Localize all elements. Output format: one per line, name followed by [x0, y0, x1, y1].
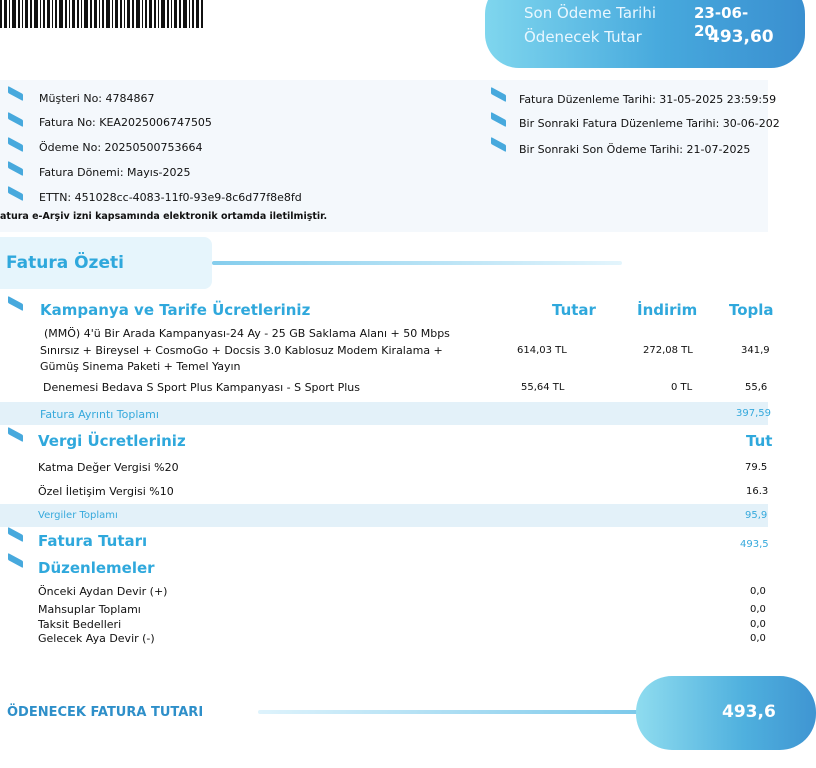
column-amount: Tutar: [552, 301, 596, 319]
item-1-line-3: Gümüş Sinema Paketi + Temel Yayın: [40, 360, 241, 373]
due-date-label: Son Ödeme Tarihi: [524, 4, 657, 22]
summary-divider: [212, 261, 622, 265]
campaign-section-title: Kampanya ve Tarife Ücretleriniz: [40, 301, 311, 319]
amount-due-label: Ödenecek Tutar: [524, 28, 642, 46]
tax-total-value: 95,9: [745, 510, 768, 521]
summary-title: Fatura Özeti: [6, 253, 124, 273]
tax-column-amount: Tut: [746, 432, 773, 450]
adjustment-offset-label: Mahsuplar Toplamı: [38, 603, 141, 616]
invoice-period: Fatura Dönemi: Mayıs-2025: [39, 166, 191, 179]
next-invoice-date: Bir Sonraki Fatura Düzenleme Tarihi: 30-06-202: [519, 117, 780, 130]
column-total: Topla: [729, 301, 774, 319]
item-1-line-1: (MMÖ) 4'ü Bir Arada Kampanyası-24 Ay - 25 GB Saklama Alanı + 50 Mbps: [44, 327, 450, 340]
item-1-total: 341,9: [741, 345, 770, 356]
amount-due-value: 493,60: [708, 27, 774, 47]
detail-total-value: 397,59: [736, 408, 771, 419]
ettn: ETTN: 451028cc-4083-11f0-93e9-8c6d77f8e8fd: [39, 191, 302, 204]
next-due-date: Bir Sonraki Son Ödeme Tarihi: 21-07-2025: [519, 143, 751, 156]
invoice-amount-value: 493,5: [740, 539, 769, 550]
item-1-amount: 614,03 TL: [517, 345, 567, 356]
adjustment-offset-value: 0,0: [750, 604, 766, 615]
tax-total-label: Vergiler Toplamı: [38, 510, 118, 521]
detail-total-label: Fatura Ayrıntı Toplamı: [40, 408, 159, 421]
tax-oiv-label: Özel İletişim Vergisi %10: [38, 485, 174, 498]
invoice-issue-date: Fatura Düzenleme Tarihi: 31-05-2025 23:59:59: [519, 93, 777, 106]
adjustment-installment-label: Taksit Bedelleri: [38, 618, 122, 631]
invoice-amount-label: Fatura Tutarı: [38, 532, 148, 550]
marker-icon: [8, 296, 23, 311]
payment-no: Ödeme No: 20250500753664: [39, 141, 203, 154]
adjustment-prev-value: 0,0: [750, 586, 766, 597]
marker-icon: [8, 427, 23, 442]
payable-value: 493,6: [722, 702, 776, 722]
invoice-no: Fatura No: KEA2025006747505: [39, 116, 212, 129]
adjustment-next-label: Gelecek Aya Devir (-): [38, 632, 155, 645]
marker-icon: [8, 553, 23, 568]
adjustment-next-value: 0,0: [750, 633, 766, 644]
marker-icon: [8, 527, 23, 542]
item-1-line-2: Sınırsız + Bireysel + CosmoGo + Docsis 3.0 Kablosuz Modem Kiralama +: [40, 344, 443, 357]
item-2-line-1: Denemesi Bedava S Sport Plus Kampanyası - S Sport Plus: [43, 381, 360, 394]
payable-label: ÖDENECEK FATURA TUTARI: [7, 705, 204, 720]
item-2-total: 55,6: [745, 382, 768, 393]
tax-vat-label: Katma Değer Vergisi %20: [38, 461, 179, 474]
e-archive-note: atura e-Arşiv izni kapsamında elektronik ortamda iletilmiştir.: [0, 211, 328, 222]
item-2-discount: 0 TL: [671, 382, 693, 393]
tax-vat-value: 79.5: [745, 462, 768, 473]
adjustment-installment-value: 0,0: [750, 619, 766, 630]
adjustments-title: Düzenlemeler: [38, 559, 155, 577]
tax-section-title: Vergi Ücretleriniz: [38, 432, 186, 450]
column-discount: İndirim: [637, 301, 698, 319]
barcode: [0, 0, 242, 28]
item-1-discount: 272,08 TL: [643, 345, 693, 356]
adjustment-prev-label: Önceki Aydan Devir (+): [38, 585, 168, 598]
due-date-value: 23-06-20: [694, 4, 749, 40]
payable-divider: [258, 710, 638, 714]
customer-no: Müşteri No: 4784867: [39, 92, 155, 105]
item-2-amount: 55,64 TL: [521, 382, 565, 393]
tax-oiv-value: 16.3: [746, 486, 769, 497]
